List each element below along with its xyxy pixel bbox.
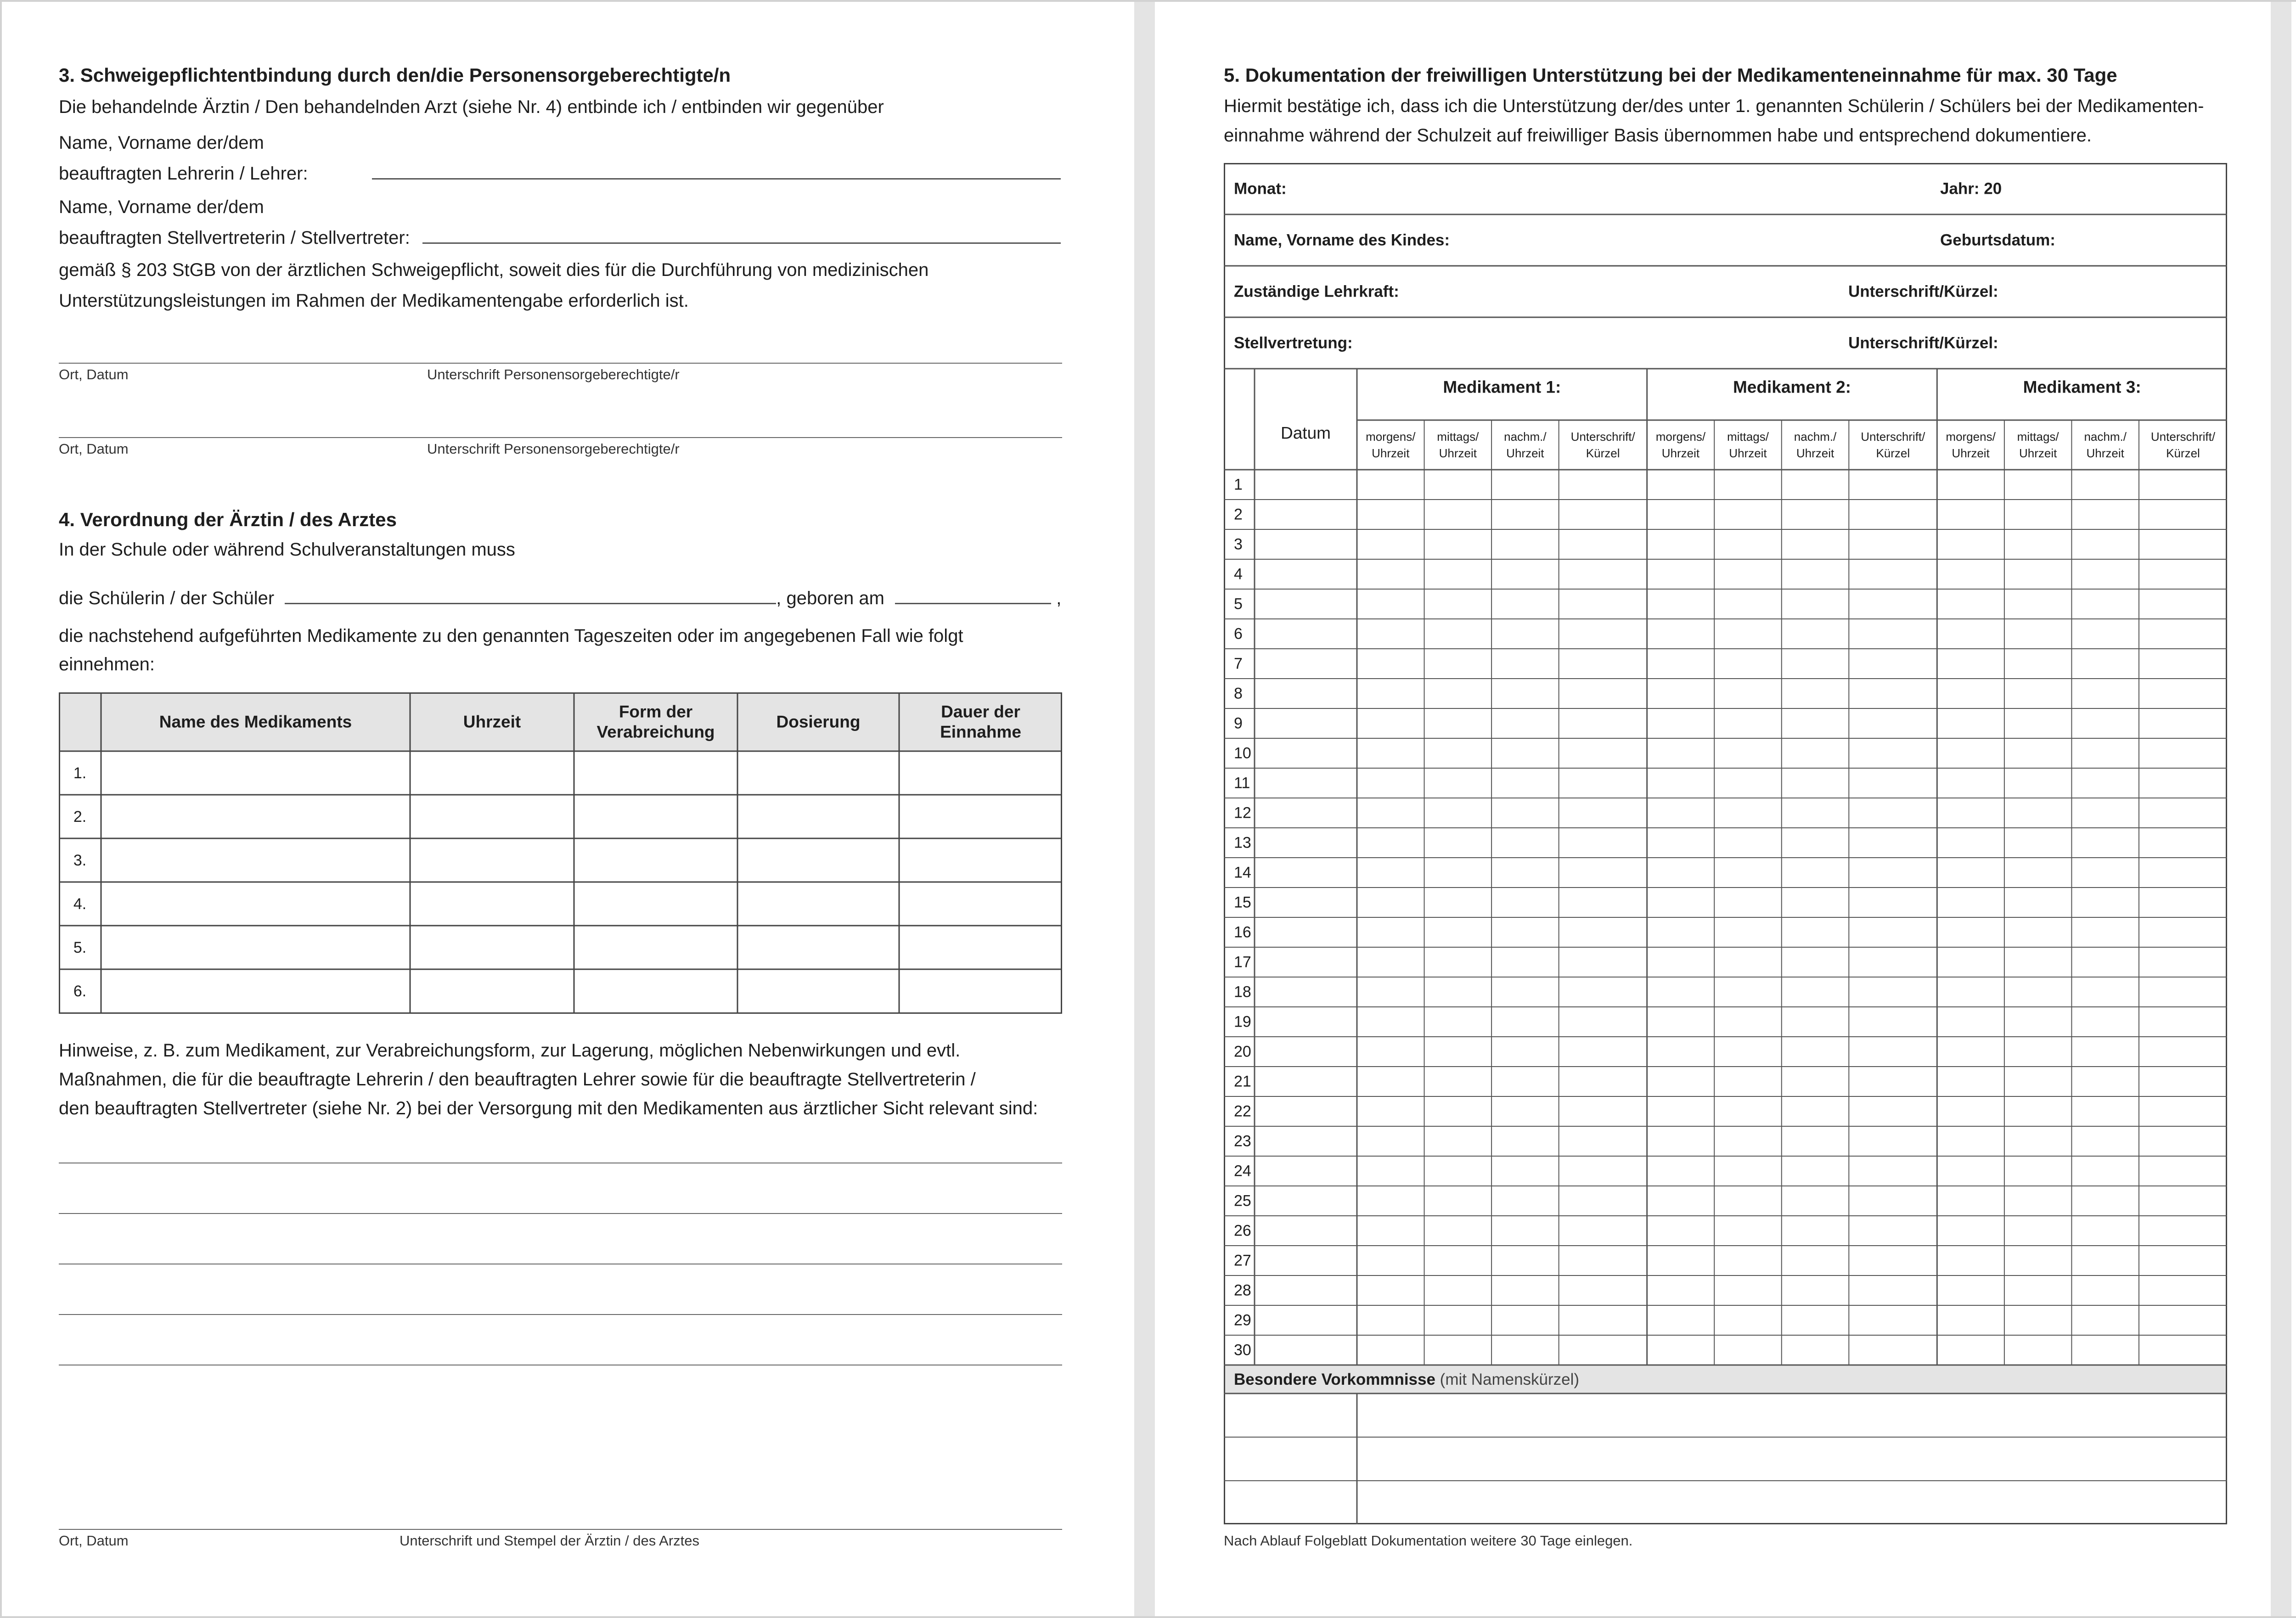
doc-m1-sub-4-line2: Kürzel: [1586, 446, 1620, 460]
doc-m3-sub-1-line1: morgens/: [1946, 430, 1996, 444]
rx-header-1-line1: Name des Medikaments: [159, 712, 352, 731]
section-5-intro-2: einnahme während der Schulzeit auf freiwilliger Basis übernommen habe und entsprechend dokumentiere.: [1224, 125, 2092, 146]
doc-day-24: 24: [1234, 1162, 1251, 1180]
doc-day-23: 23: [1234, 1132, 1251, 1150]
doc-day-5: 5: [1234, 595, 1243, 613]
rx-header-5-line1: Dauer der: [941, 702, 1020, 721]
page-right: [2291, 0, 2296, 1618]
s3-sig1-place: Ort, Datum: [59, 366, 129, 382]
rx-header-2-line1: Uhrzeit: [463, 712, 521, 731]
doc-jahr-label: Jahr: 20: [1940, 180, 2002, 198]
doc-m3-sub-1-line2: Uhrzeit: [1952, 446, 1990, 460]
doc-day-17: 17: [1234, 953, 1251, 971]
doc-day-16: 16: [1234, 923, 1251, 941]
doc-day-30: 30: [1234, 1341, 1251, 1359]
doc-m2-sub-1-line1: morgens/: [1655, 430, 1706, 444]
rx-row-label-4: 4.: [73, 895, 87, 913]
doc-m2-sub-3-line2: Uhrzeit: [1796, 446, 1835, 460]
doc-m2-sub-2-line1: mittags/: [1727, 430, 1769, 444]
doc-day-2: 2: [1234, 506, 1243, 523]
rx-header-3-line2: Verabreichung: [597, 722, 715, 742]
rx-row-label-1: 1.: [73, 764, 87, 782]
section-3-legal-1: gemäß § 203 StGB von der ärztlichen Schweigepflicht, soweit dies für die Durchführung von medizinischen: [59, 260, 929, 280]
doc-m1-sub-2-line2: Uhrzeit: [1439, 446, 1477, 460]
s3-signature-line-1[interactable]: [59, 363, 1062, 364]
teacher-name-line[interactable]: [372, 178, 1061, 180]
doc-outer-border: [1225, 164, 2227, 1524]
section-4-line-3a: die nachstehend aufgeführten Medikamente zu den genannten Tageszeiten oder im angegebenen Fall wie folgt: [59, 626, 963, 646]
doc-day-27: 27: [1234, 1252, 1251, 1270]
doc-day-25: 25: [1234, 1192, 1251, 1210]
deputy-name-line[interactable]: [422, 242, 1061, 244]
student-name-line[interactable]: [285, 603, 776, 604]
doc-day-15: 15: [1234, 893, 1251, 911]
doc-m2-sub-3-line1: nachm./: [1794, 430, 1837, 444]
doc-m3-sub-2-line1: mittags/: [2017, 430, 2059, 444]
page-left: [0, 0, 1134, 1618]
rx-row-label-6: 6.: [73, 983, 87, 1000]
rx-row-label-5: 5.: [73, 939, 87, 956]
s3-sig2-label: Unterschrift Personensorgeberechtigte/r: [427, 441, 680, 457]
doc-m1-sub-4-line1: Unterschrift/: [1570, 430, 1635, 444]
doc-m1-sub-3-line2: Uhrzeit: [1506, 446, 1544, 460]
section-4-intro: In der Schule oder während Schulveranstaltungen muss: [59, 539, 515, 560]
section-3-title: 3. Schweigepflichtentbindung durch den/die Personensorgeberechtigte/n: [59, 64, 731, 86]
doc-day-29: 29: [1234, 1311, 1251, 1329]
doc-m2-sub-4-line1: Unterschrift/: [1861, 430, 1925, 444]
doc-day-3: 3: [1234, 535, 1243, 553]
s4-sig-place: Ort, Datum: [59, 1533, 129, 1549]
teacher-name-label-2: beauftragten Lehrerin / Lehrer:: [59, 163, 308, 184]
s4-sig-label: Unterschrift und Stempel der Ärztin / des Arztes: [400, 1533, 699, 1549]
section-3-intro: Die behandelnde Ärztin / Den behandelnden Arzt (siehe Nr. 4) entbinde ich / entbinden wir gegenüber: [59, 97, 884, 117]
section-5-title: 5. Dokumentation der freiwilligen Unterstützung bei der Medikamenteneinnahme für max. 30 Tage: [1224, 64, 2117, 86]
deputy-name-label-2: beauftragten Stellvertreterin / Stellvertreter:: [59, 228, 410, 248]
doc-m2-sub-4-line2: Kürzel: [1876, 446, 1910, 460]
notes-write-line-4[interactable]: [59, 1314, 1062, 1315]
doc-unterschrift-label-1: Unterschrift/Kürzel:: [1848, 282, 1998, 301]
section-5-footer: Nach Ablauf Folgeblatt Dokumentation weitere 30 Tage einlegen.: [1224, 1533, 1633, 1549]
doc-day-18: 18: [1234, 983, 1251, 1001]
doc-unterschrift-label-2: Unterschrift/Kürzel:: [1848, 334, 1998, 352]
doc-day-20: 20: [1234, 1043, 1251, 1061]
doc-day-7: 7: [1234, 655, 1243, 673]
prescription-hlines: [59, 751, 1062, 969]
doc-day-11: 11: [1234, 774, 1250, 792]
doc-medikament-1-header: Medikament 1:: [1443, 377, 1561, 397]
doc-m3-sub-3-line1: nachm./: [2084, 430, 2127, 444]
doc-day-13: 13: [1234, 834, 1251, 852]
doc-m1-sub-1-line1: morgens/: [1366, 430, 1416, 444]
page-gap-1: [1134, 0, 1155, 1618]
rx-row-label-2: 2.: [73, 808, 87, 826]
s3-sig2-place: Ort, Datum: [59, 441, 129, 457]
page-middle: [1155, 0, 2271, 1618]
student-row: [59, 583, 1061, 613]
s3-signature-line-2[interactable]: [59, 437, 1062, 438]
doc-day-4: 4: [1234, 565, 1243, 583]
birthdate-line[interactable]: [895, 603, 1051, 604]
doc-day-21: 21: [1234, 1073, 1251, 1090]
doc-geburt-label: Geburtsdatum:: [1940, 231, 2055, 249]
notes-line-1: Hinweise, z. B. zum Medikament, zur Verabreichungsform, zur Lagerung, möglichen Nebenwirkungen und evtl.: [59, 1040, 961, 1061]
doc-m3-sub-2-line2: Uhrzeit: [2019, 446, 2057, 460]
notes-write-line-2[interactable]: [59, 1213, 1062, 1214]
doc-day-6: 6: [1234, 625, 1243, 643]
doc-m1-sub-3-line1: nachm./: [1504, 430, 1547, 444]
section-4-title: 4. Verordnung der Ärztin / des Arztes: [59, 509, 397, 530]
prescription-table: [59, 692, 1063, 1014]
rx-row-label-3: 3.: [73, 852, 87, 869]
rx-header-5-line2: Einnahme: [940, 722, 1021, 742]
comma-text: ,: [1051, 588, 1062, 608]
doc-datum-header: Datum: [1281, 423, 1331, 443]
doc-day-1: 1: [1234, 476, 1243, 494]
doc-day-12: 12: [1234, 804, 1251, 822]
doc-lehrkraft-label: Zuständige Lehrkraft:: [1234, 282, 1399, 301]
doc-m1-sub-2-line1: mittags/: [1437, 430, 1479, 444]
doc-day-26: 26: [1234, 1222, 1251, 1240]
rx-header-4-line1: Dosierung: [776, 712, 861, 731]
student-label: die Schülerin / der Schüler: [59, 588, 275, 608]
doc-stellvertretung-label: Stellvertretung:: [1234, 334, 1353, 352]
page-gap-2: [2271, 0, 2291, 1618]
teacher-name-label-1: Name, Vorname der/dem: [59, 133, 264, 153]
rx-header-3-line1: Form der: [619, 702, 693, 721]
doc-monat-label: Monat:: [1234, 180, 1287, 198]
doc-day-8: 8: [1234, 685, 1243, 702]
doc-m3-sub-4-line2: Kürzel: [2166, 446, 2200, 460]
s4-signature-line[interactable]: [59, 1529, 1062, 1530]
doc-medikament-2-header: Medikament 2:: [1733, 377, 1851, 397]
doc-m1-sub-1-line2: Uhrzeit: [1372, 446, 1410, 460]
doc-grid-lines: [1224, 164, 2227, 1525]
doc-m2-sub-2-line2: Uhrzeit: [1729, 446, 1767, 460]
born-label: , geboren am: [776, 588, 884, 608]
doc-day-19: 19: [1234, 1013, 1251, 1031]
doc-day-22: 22: [1234, 1102, 1251, 1120]
section-4-line-3b: einnehmen:: [59, 654, 155, 674]
s3-sig1-label: Unterschrift Personensorgeberechtigte/r: [427, 366, 680, 382]
doc-day-10: 10: [1234, 744, 1251, 762]
besondere-label: Besondere Vorkommnisse (mit Namenskürzel): [1234, 1370, 1580, 1388]
doc-m3-sub-4-line1: Unterschrift/: [2150, 430, 2216, 444]
deputy-name-label-1: Name, Vorname der/dem: [59, 197, 264, 217]
doc-labels: [1234, 180, 2216, 1388]
section-5-intro-1: Hiermit bestätige ich, dass ich die Unterstützung der/des unter 1. genannten Schülerin / Schülers bei der Medikamenten-: [1224, 96, 2204, 116]
doc-m2-sub-1-line2: Uhrzeit: [1661, 446, 1700, 460]
doc-day-14: 14: [1234, 864, 1251, 882]
documentation-table: [1224, 163, 2228, 1524]
notes-line-3: den beauftragten Stellvertreter (siehe Nr. 2) bei der Versorgung mit den Medikamenten aus ärztlicher Sicht relevant sind:: [59, 1098, 1038, 1118]
doc-m3-sub-3-line2: Uhrzeit: [2086, 446, 2124, 460]
section-3-legal-2: Unterstützungsleistungen im Rahmen der Medikamentengabe erforderlich ist.: [59, 291, 689, 311]
doc-day-9: 9: [1234, 714, 1243, 732]
doc-day-28: 28: [1234, 1281, 1251, 1299]
notes-line-2: Maßnahmen, die für die beauftragte Lehrerin / den beauftragten Lehrer sowie für die beauftragte Stellvertreterin /: [59, 1069, 976, 1090]
doc-kind-label: Name, Vorname des Kindes:: [1234, 231, 1450, 249]
doc-medikament-3-header: Medikament 3:: [2023, 377, 2141, 397]
